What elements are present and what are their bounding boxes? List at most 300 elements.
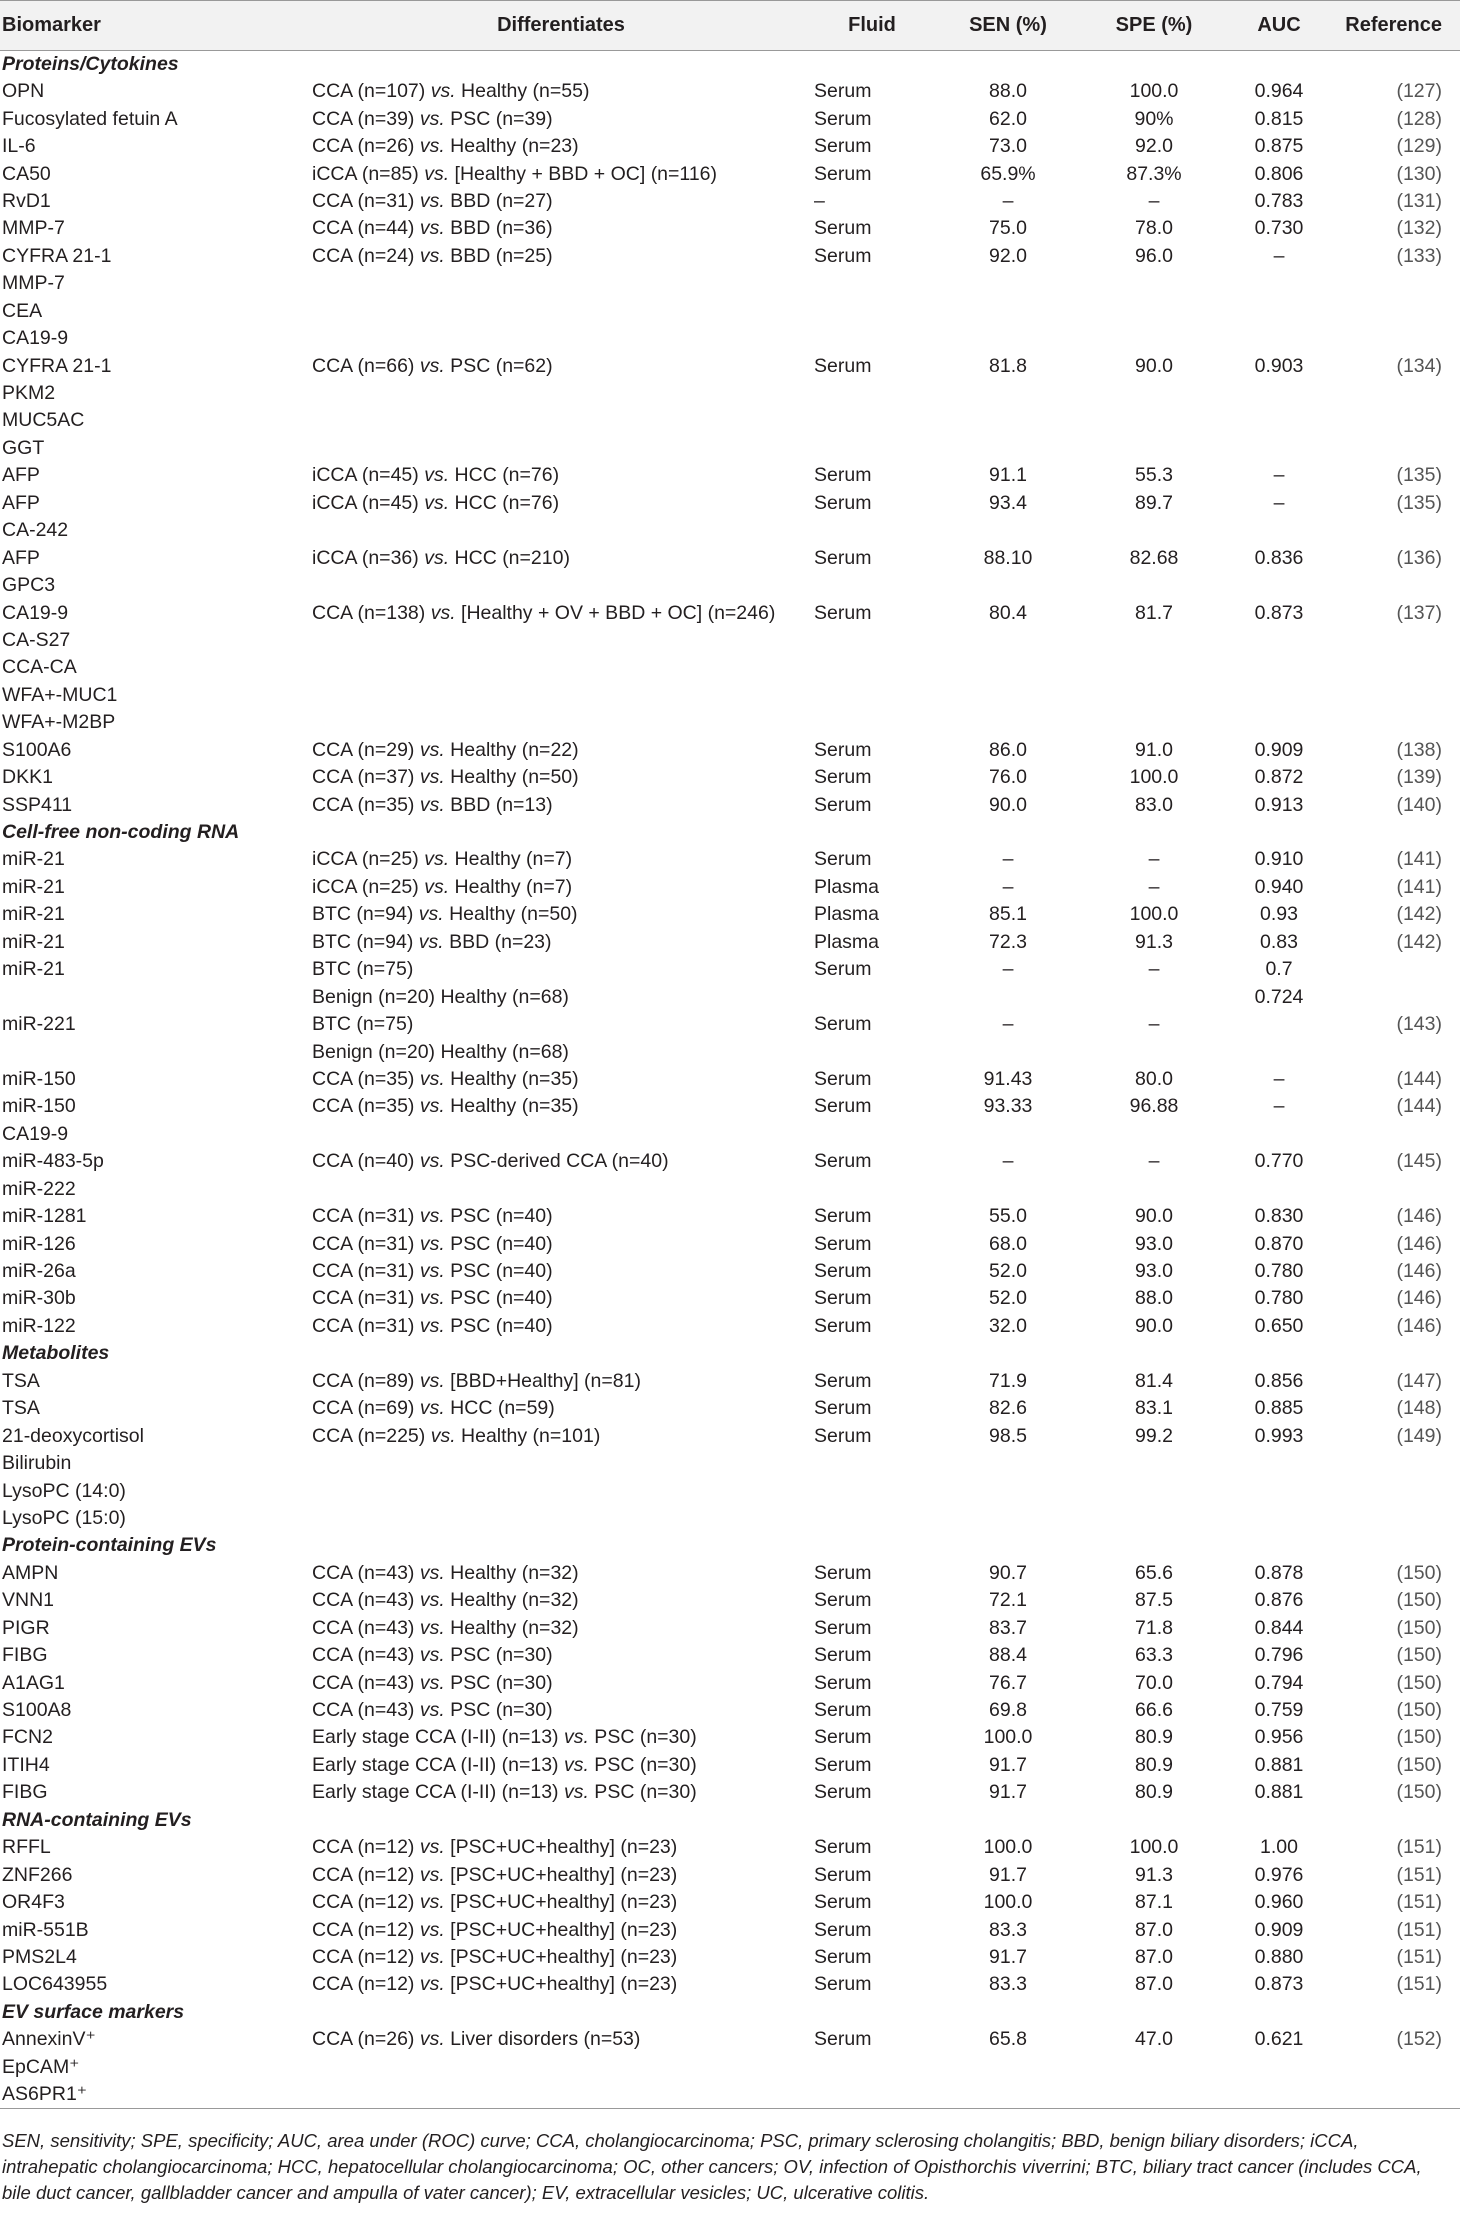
cell-fluid: Serum	[814, 1232, 872, 1255]
cell-auc: 0.815	[1254, 107, 1304, 130]
cell-sen: 52.0	[989, 1287, 1027, 1310]
cell-fluid: Serum	[814, 601, 872, 624]
cell-reference: (146)	[1396, 1232, 1442, 1255]
cell-differentiates: CCA (n=43) vs. Healthy (n=32)	[312, 1589, 579, 1612]
table-row	[0, 270, 1460, 297]
cell-sen: –	[1002, 1013, 1014, 1036]
cell-sen: 71.9	[989, 1369, 1027, 1392]
cell-differentiates: CCA (n=24) vs. BBD (n=25)	[312, 244, 553, 267]
cell-reference	[1334, 627, 1460, 654]
cell-differentiates: CCA (n=69) vs. HCC (n=59)	[312, 1397, 555, 1420]
section-heading: Protein-containing EVs	[2, 1534, 217, 1557]
cell-sen: 91.43	[983, 1067, 1033, 1090]
cell-differentiates: Benign (n=20) Healthy (n=68)	[312, 985, 569, 1008]
cell-biomarker: miR-122	[2, 1314, 76, 1337]
cell-differentiates: BTC (n=75)	[312, 1013, 414, 1036]
cell-reference	[1334, 380, 1460, 407]
cell-biomarker: miR-126	[2, 1232, 76, 1255]
cell-reference: (150)	[1396, 1671, 1442, 1694]
cell-reference	[1334, 1450, 1460, 1477]
cell-sen: 62.0	[989, 107, 1027, 130]
table-row	[0, 1422, 1460, 1449]
cell-differentiates: BTC (n=94) vs. BBD (n=23)	[312, 930, 552, 953]
table-row	[0, 1203, 1460, 1230]
cell-differentiates	[310, 270, 812, 297]
cell-sen: 93.4	[989, 491, 1027, 514]
cell-sen	[932, 2054, 1084, 2081]
cell-spe: 47.0	[1135, 2028, 1173, 2051]
cell-biomarker: miR-21	[2, 930, 65, 953]
table-row	[0, 1560, 1460, 1587]
cell-auc: 0.794	[1254, 1671, 1304, 1694]
cell-reference: (150)	[1396, 1616, 1442, 1639]
cell-differentiates	[310, 435, 812, 462]
cell-spe: 96.88	[1129, 1095, 1179, 1118]
cell-biomarker: CA-S27	[2, 628, 71, 651]
cell-sen: 88.4	[989, 1644, 1027, 1667]
table-row	[0, 599, 1460, 626]
cell-biomarker: MMP-7	[2, 272, 65, 295]
table-row	[0, 188, 1460, 215]
cell-differentiates: CCA (n=31) vs. PSC (n=40)	[312, 1205, 553, 1228]
cell-sen: –	[1002, 875, 1014, 898]
cell-fluid: Serum	[814, 848, 872, 871]
cell-fluid: Serum	[814, 1699, 872, 1722]
table-row	[0, 1313, 1460, 1340]
cell-biomarker: TSA	[2, 1397, 40, 1420]
cell-sen: 68.0	[989, 1232, 1027, 1255]
cell-reference: (150)	[1396, 1726, 1442, 1749]
cell-spe: 99.2	[1135, 1424, 1173, 1447]
cell-auc: 0.856	[1254, 1369, 1304, 1392]
cell-fluid: Serum	[814, 738, 872, 761]
cell-biomarker: Fucosylated fetuin A	[2, 107, 178, 130]
cell-auc: 0.873	[1254, 1973, 1304, 1996]
cell-reference	[1334, 983, 1460, 1010]
table-row	[0, 1477, 1460, 1504]
cell-fluid: Plasma	[814, 930, 880, 953]
cell-fluid: Serum	[814, 793, 872, 816]
cell-biomarker: PMS2L4	[2, 1945, 77, 1968]
cell-auc	[1224, 654, 1334, 681]
cell-auc	[1224, 2081, 1334, 2109]
cell-auc: 0.806	[1254, 162, 1304, 185]
cell-differentiates: Benign (n=20) Healthy (n=68)	[312, 1040, 569, 1063]
cell-auc	[1224, 1011, 1334, 1038]
cell-biomarker: SSP411	[2, 793, 73, 816]
cell-differentiates: CCA (n=12) vs. [PSC+UC+healthy] (n=23)	[312, 1945, 678, 1968]
table-row	[0, 1889, 1460, 1916]
cell-differentiates	[310, 1176, 812, 1203]
cell-auc: 0.881	[1254, 1753, 1304, 1776]
cell-differentiates: CCA (n=12) vs. [PSC+UC+healthy] (n=23)	[312, 1836, 678, 1859]
cell-differentiates: CCA (n=26) vs. Liver disorders (n=53)	[312, 2028, 641, 2051]
table-row	[0, 325, 1460, 352]
cell-fluid: Serum	[814, 491, 872, 514]
cell-auc: 0.844	[1254, 1616, 1304, 1639]
table-row	[0, 874, 1460, 901]
cell-auc: 0.880	[1254, 1945, 1304, 1968]
cell-sen: –	[1002, 189, 1014, 212]
cell-reference: (150)	[1396, 1644, 1442, 1667]
cell-biomarker: AFP	[2, 491, 40, 514]
cell-fluid	[812, 572, 932, 599]
cell-auc: 0.910	[1254, 848, 1304, 871]
cell-fluid	[812, 983, 932, 1010]
cell-fluid: Serum	[814, 1095, 872, 1118]
cell-reference	[1334, 956, 1460, 983]
cell-spe: 80.0	[1135, 1067, 1173, 1090]
cell-auc: 0.873	[1254, 601, 1304, 624]
cell-sen: –	[1002, 848, 1014, 871]
cell-auc: 0.770	[1254, 1150, 1304, 1173]
table-row	[0, 1285, 1460, 1312]
cell-fluid	[812, 1038, 932, 1065]
header-sen: SEN (%)	[932, 1, 1084, 51]
cell-sen: 55.0	[989, 1205, 1027, 1228]
cell-fluid: Serum	[814, 958, 872, 981]
cell-differentiates	[310, 325, 812, 352]
cell-differentiates: iCCA (n=25) vs. Healthy (n=7)	[312, 875, 573, 898]
table-row	[0, 627, 1460, 654]
cell-reference	[1334, 435, 1460, 462]
cell-auc: 0.724	[1254, 985, 1304, 1008]
cell-biomarker: miR-30b	[2, 1287, 76, 1310]
cell-auc	[1224, 517, 1334, 544]
cell-spe	[1084, 517, 1224, 544]
table-row	[0, 682, 1460, 709]
table-row	[0, 572, 1460, 599]
cell-sen	[932, 983, 1084, 1010]
cell-auc	[1224, 435, 1334, 462]
cell-biomarker: TSA	[2, 1369, 40, 1392]
table-row	[0, 901, 1460, 928]
cell-biomarker: GGT	[2, 436, 45, 459]
cell-differentiates: CCA (n=40) vs. PSC-derived CCA (n=40)	[312, 1150, 669, 1173]
cell-differentiates: CCA (n=89) vs. [BBD+Healthy] (n=81)	[312, 1369, 641, 1392]
cell-differentiates: CCA (n=12) vs. [PSC+UC+healthy] (n=23)	[312, 1918, 678, 1941]
cell-fluid: Serum	[814, 1424, 872, 1447]
cell-auc: 0.976	[1254, 1863, 1304, 1886]
cell-fluid: Serum	[814, 1781, 872, 1804]
cell-fluid: Serum	[814, 244, 872, 267]
cell-fluid	[812, 1176, 932, 1203]
header-spe: SPE (%)	[1084, 1, 1224, 51]
table-row	[0, 1121, 1460, 1148]
cell-auc: –	[1273, 1067, 1285, 1090]
table-row	[0, 1368, 1460, 1395]
cell-reference: (148)	[1396, 1397, 1442, 1420]
cell-spe: 82.68	[1129, 546, 1179, 569]
table-row	[0, 1230, 1460, 1257]
cell-reference: (128)	[1396, 107, 1442, 130]
cell-spe	[1084, 2081, 1224, 2109]
cell-spe	[1084, 1477, 1224, 1504]
cell-auc	[1224, 572, 1334, 599]
cell-differentiates	[310, 1477, 812, 1504]
cell-spe	[1084, 270, 1224, 297]
cell-reference: (151)	[1396, 1891, 1442, 1914]
cell-biomarker: MMP-7	[2, 217, 65, 240]
cell-sen	[932, 407, 1084, 434]
cell-biomarker: CA19-9	[2, 601, 69, 624]
cell-reference: (149)	[1396, 1424, 1442, 1447]
cell-differentiates: CCA (n=35) vs. Healthy (n=35)	[312, 1067, 579, 1090]
cell-sen: 83.3	[989, 1918, 1027, 1941]
cell-reference: (147)	[1396, 1369, 1442, 1392]
cell-auc: 0.913	[1254, 793, 1304, 816]
cell-differentiates: iCCA (n=36) vs. HCC (n=210)	[312, 546, 570, 569]
cell-reference	[1334, 1505, 1460, 1532]
table-row	[0, 2054, 1460, 2081]
cell-sen: 91.7	[989, 1753, 1027, 1776]
cell-fluid: Serum	[814, 1918, 872, 1941]
cell-sen: 72.3	[989, 930, 1027, 953]
cell-reference	[1334, 654, 1460, 681]
cell-spe: 81.4	[1135, 1369, 1173, 1392]
table-row	[0, 1669, 1460, 1696]
cell-sen	[932, 380, 1084, 407]
cell-differentiates: iCCA (n=25) vs. Healthy (n=7)	[312, 848, 573, 871]
cell-reference	[1334, 1477, 1460, 1504]
cell-auc	[1224, 270, 1334, 297]
cell-sen	[932, 572, 1084, 599]
cell-auc	[1224, 380, 1334, 407]
table-row	[0, 737, 1460, 764]
cell-biomarker: CCA-CA	[2, 656, 77, 679]
cell-auc: 0.909	[1254, 1918, 1304, 1941]
section-heading-row	[0, 1999, 1460, 2026]
cell-biomarker: CA19-9	[2, 327, 69, 350]
cell-sen	[932, 1176, 1084, 1203]
cell-sen: 91.7	[989, 1781, 1027, 1804]
cell-fluid: Serum	[814, 1753, 872, 1776]
cell-spe	[1084, 1038, 1224, 1065]
cell-spe	[1084, 1176, 1224, 1203]
cell-fluid: Serum	[814, 1644, 872, 1667]
cell-differentiates: CCA (n=107) vs. Healthy (n=55)	[312, 80, 590, 103]
cell-auc: 0.830	[1254, 1205, 1304, 1228]
cell-differentiates: CCA (n=44) vs. BBD (n=36)	[312, 217, 553, 240]
table-row	[0, 846, 1460, 873]
cell-fluid: Serum	[814, 217, 872, 240]
cell-fluid: Serum	[814, 162, 872, 185]
cell-differentiates: iCCA (n=45) vs. HCC (n=76)	[312, 491, 560, 514]
cell-sen: –	[1002, 1150, 1014, 1173]
cell-auc	[1224, 298, 1334, 325]
cell-auc: 0.759	[1254, 1699, 1304, 1722]
cell-biomarker: miR-221	[2, 1013, 76, 1036]
cell-reference: (151)	[1396, 1863, 1442, 1886]
cell-auc: 0.960	[1254, 1891, 1304, 1914]
cell-sen: 92.0	[989, 244, 1027, 267]
table-row	[0, 1148, 1460, 1175]
table-row	[0, 2081, 1460, 2109]
cell-biomarker	[0, 983, 310, 1010]
table-row	[0, 78, 1460, 105]
cell-auc: 0.878	[1254, 1561, 1304, 1584]
cell-sen: 65.8	[989, 2028, 1027, 2051]
cell-fluid: Serum	[814, 766, 872, 789]
cell-fluid	[812, 2081, 932, 2109]
table-row	[0, 1450, 1460, 1477]
cell-reference	[1334, 270, 1460, 297]
cell-biomarker: miR-150	[2, 1067, 76, 1090]
cell-differentiates	[310, 654, 812, 681]
cell-sen: 100.0	[983, 1836, 1033, 1859]
table-row	[0, 352, 1460, 379]
cell-differentiates: Early stage CCA (I-II) (n=13) vs. PSC (n=30)	[312, 1726, 697, 1749]
table-row	[0, 1093, 1460, 1120]
cell-auc: 0.780	[1254, 1287, 1304, 1310]
cell-reference: (145)	[1396, 1150, 1442, 1173]
cell-fluid: Serum	[814, 1891, 872, 1914]
cell-spe: 55.3	[1135, 464, 1173, 487]
cell-sen: 76.0	[989, 766, 1027, 789]
cell-reference: (152)	[1396, 2028, 1442, 2051]
cell-auc: 0.940	[1254, 875, 1304, 898]
cell-differentiates: CCA (n=43) vs. PSC (n=30)	[312, 1644, 553, 1667]
cell-auc	[1224, 682, 1334, 709]
cell-differentiates: CCA (n=29) vs. Healthy (n=22)	[312, 738, 579, 761]
cell-auc: 1.00	[1260, 1836, 1298, 1859]
cell-spe: 81.7	[1135, 601, 1173, 624]
header-biomarker: Biomarker	[0, 1, 310, 51]
cell-biomarker: CEA	[2, 299, 43, 322]
cell-auc: 0.796	[1254, 1644, 1304, 1667]
cell-reference	[1334, 298, 1460, 325]
cell-reference	[1334, 709, 1460, 736]
cell-reference	[1334, 517, 1460, 544]
table-row	[0, 490, 1460, 517]
cell-differentiates: iCCA (n=45) vs. HCC (n=76)	[312, 464, 560, 487]
cell-biomarker: MUC5AC	[2, 409, 85, 432]
cell-sen: 82.6	[989, 1397, 1027, 1420]
table-row	[0, 1916, 1460, 1943]
cell-spe: 83.0	[1135, 793, 1173, 816]
cell-fluid: Serum	[814, 2028, 872, 2051]
cell-reference	[1334, 572, 1460, 599]
cell-reference: (150)	[1396, 1699, 1442, 1722]
cell-spe	[1084, 572, 1224, 599]
cell-spe: 83.1	[1135, 1397, 1173, 1420]
table-row	[0, 1724, 1460, 1751]
cell-spe	[1084, 325, 1224, 352]
cell-spe	[1084, 983, 1224, 1010]
cell-reference: (133)	[1396, 244, 1442, 267]
cell-reference: (146)	[1396, 1314, 1442, 1337]
cell-reference	[1334, 1176, 1460, 1203]
cell-auc: 0.956	[1254, 1726, 1304, 1749]
cell-fluid: Serum	[814, 107, 872, 130]
cell-sen: 90.0	[989, 793, 1027, 816]
cell-biomarker: LysoPC (14:0)	[2, 1479, 126, 1502]
cell-differentiates	[310, 380, 812, 407]
cell-auc	[1224, 627, 1334, 654]
cell-auc: 0.870	[1254, 1232, 1304, 1255]
cell-fluid: Plasma	[814, 903, 880, 926]
cell-fluid: Serum	[814, 1863, 872, 1886]
table-row	[0, 380, 1460, 407]
cell-biomarker: ITIH4	[2, 1753, 50, 1776]
cell-differentiates: CCA (n=35) vs. BBD (n=13)	[312, 793, 553, 816]
cell-sen: –	[1002, 958, 1014, 981]
cell-differentiates: CCA (n=35) vs. Healthy (n=35)	[312, 1095, 579, 1118]
cell-differentiates: CCA (n=12) vs. [PSC+UC+healthy] (n=23)	[312, 1891, 678, 1914]
table-header-row	[0, 1, 1460, 51]
cell-fluid: Serum	[814, 1726, 872, 1749]
cell-biomarker: miR-551B	[2, 1918, 89, 1941]
cell-spe: –	[1148, 1013, 1160, 1036]
cell-reference: (144)	[1396, 1067, 1442, 1090]
cell-biomarker: CYFRA 21-1	[2, 244, 112, 267]
section-heading: Proteins/Cytokines	[2, 53, 179, 75]
cell-reference: (127)	[1396, 80, 1442, 103]
cell-differentiates: CCA (n=43) vs. Healthy (n=32)	[312, 1616, 579, 1639]
cell-auc	[1224, 1450, 1334, 1477]
cell-differentiates	[310, 2081, 812, 2109]
cell-auc	[1224, 1121, 1334, 1148]
cell-biomarker: WFA+-M2BP	[2, 711, 116, 734]
table-row	[0, 791, 1460, 818]
section-heading: Cell-free non-coding RNA	[2, 821, 240, 844]
cell-fluid	[812, 2054, 932, 2081]
cell-differentiates	[310, 709, 812, 736]
cell-sen: 32.0	[989, 1314, 1027, 1337]
cell-differentiates: BTC (n=75)	[312, 958, 414, 981]
cell-biomarker: PIGR	[2, 1616, 50, 1639]
cell-sen	[932, 298, 1084, 325]
cell-spe: 100.0	[1129, 903, 1179, 926]
cell-fluid: Serum	[814, 135, 872, 158]
cell-fluid	[812, 1121, 932, 1148]
table-row	[0, 462, 1460, 489]
cell-spe: 96.0	[1135, 244, 1173, 267]
cell-biomarker: CYFRA 21-1	[2, 354, 112, 377]
table-row	[0, 160, 1460, 187]
cell-spe: 89.7	[1135, 491, 1173, 514]
cell-differentiates	[310, 517, 812, 544]
cell-biomarker: AnnexinV⁺	[2, 2028, 96, 2051]
cell-biomarker: FIBG	[2, 1644, 48, 1667]
cell-spe: 87.0	[1135, 1918, 1173, 1941]
cell-auc: –	[1273, 464, 1285, 487]
table-row	[0, 1779, 1460, 1806]
cell-reference: (150)	[1396, 1781, 1442, 1804]
cell-reference: (151)	[1396, 1945, 1442, 1968]
cell-sen: 100.0	[983, 1891, 1033, 1914]
cell-biomarker: miR-26a	[2, 1260, 76, 1283]
cell-spe	[1084, 682, 1224, 709]
table-row	[0, 2026, 1460, 2053]
cell-sen: 91.7	[989, 1945, 1027, 1968]
cell-biomarker: OPN	[2, 80, 45, 103]
cell-fluid	[812, 682, 932, 709]
cell-biomarker: miR-21	[2, 848, 65, 871]
table-row	[0, 1834, 1460, 1861]
cell-auc: 0.730	[1254, 217, 1304, 240]
cell-sen: 73.0	[989, 135, 1027, 158]
cell-auc	[1224, 1477, 1334, 1504]
cell-sen: 52.0	[989, 1260, 1027, 1283]
cell-biomarker: FIBG	[2, 1781, 48, 1804]
cell-biomarker: S100A8	[2, 1699, 72, 1722]
cell-biomarker: IL-6	[2, 135, 36, 158]
section-heading: Metabolites	[2, 1342, 110, 1365]
cell-fluid	[812, 654, 932, 681]
cell-auc	[1224, 1505, 1334, 1532]
cell-reference: (150)	[1396, 1561, 1442, 1584]
